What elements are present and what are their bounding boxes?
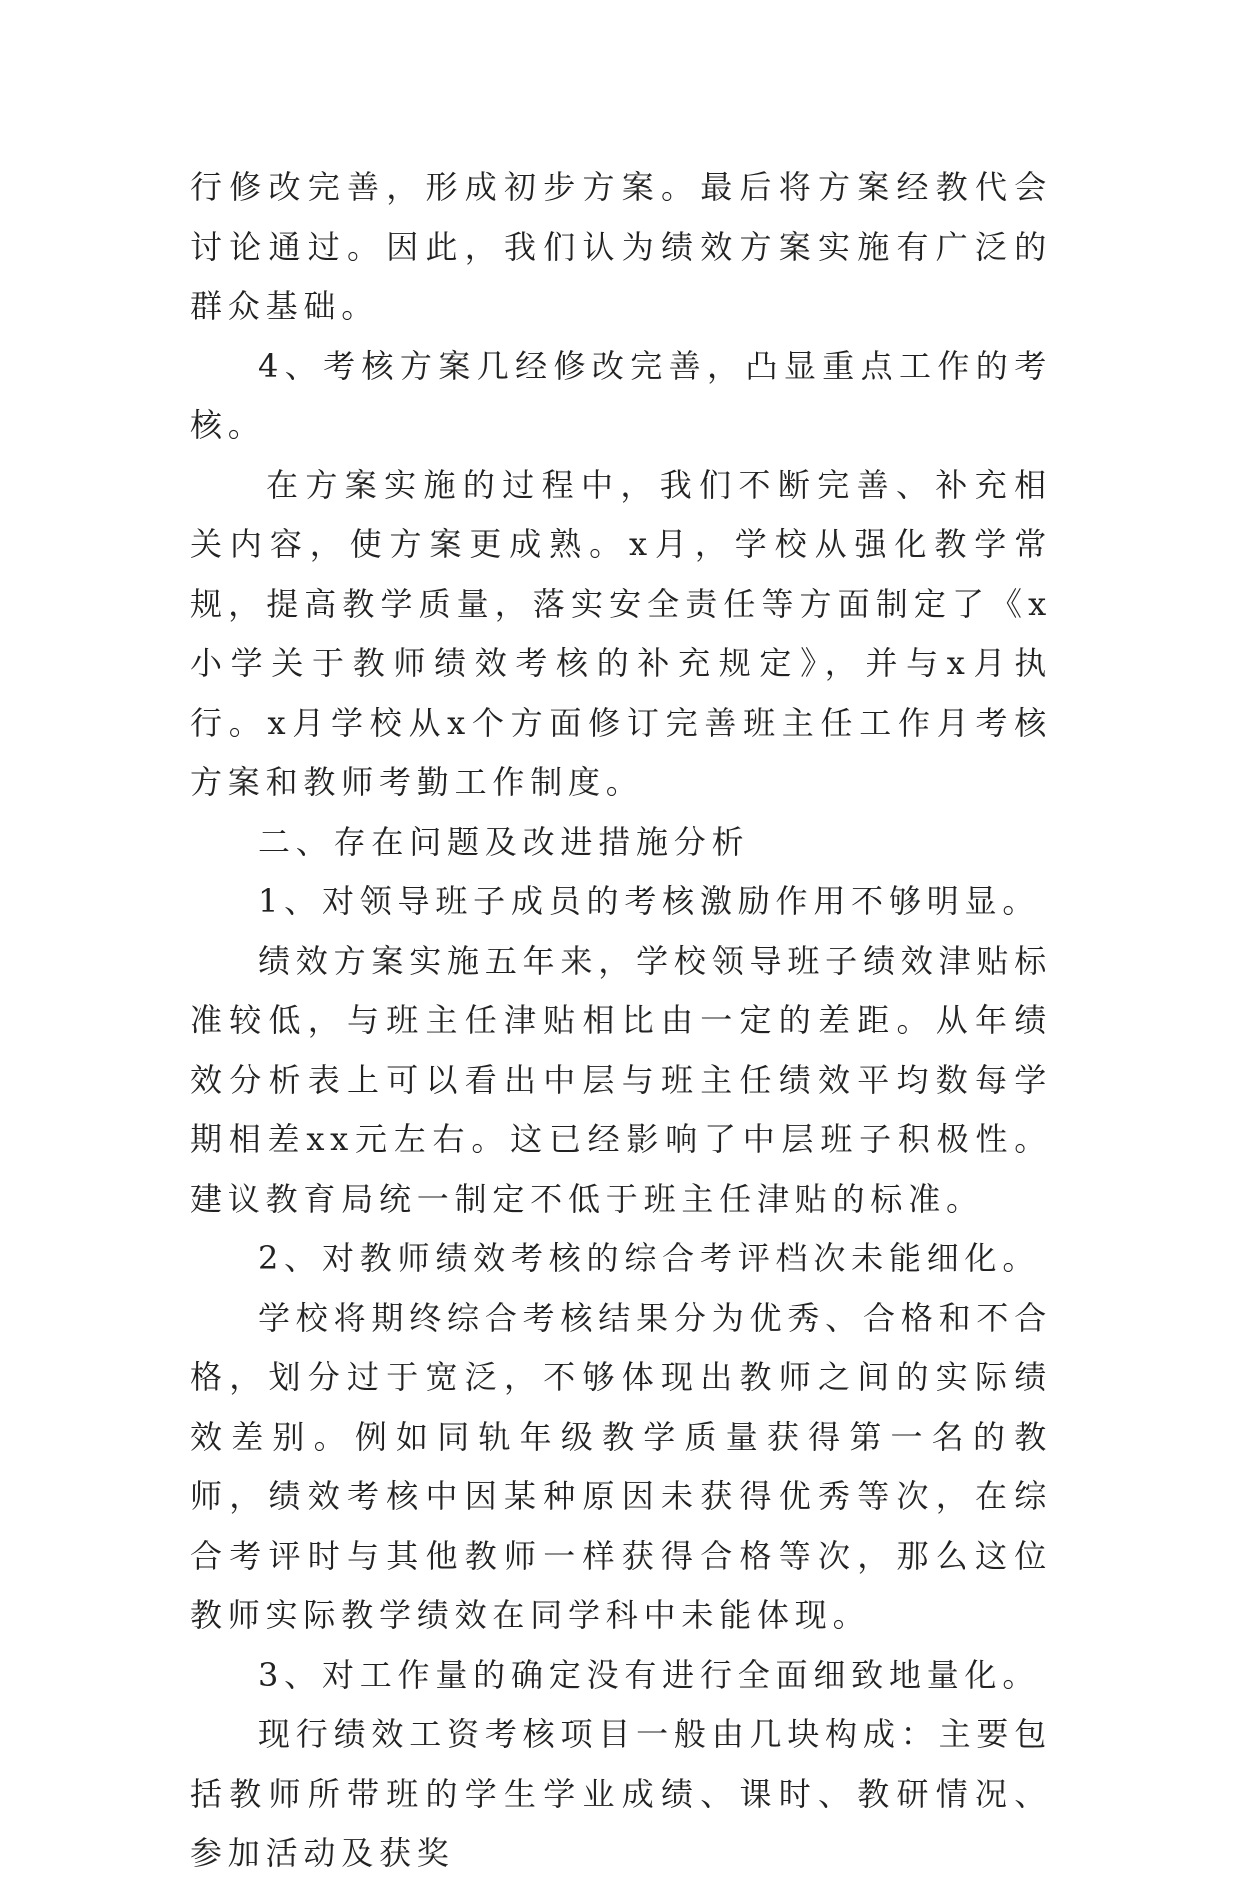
subheading-1: 1、对领导班子成员的考核激励作用不够明显。 (258, 882, 1041, 920)
subheading-2: 2、对教师绩效考核的综合考评档次未能细化。 (258, 1239, 1041, 1277)
subheading-4: 4、考核方案几经修改完善，凸显重点工作的考核。 (190, 346, 1052, 444)
document-body (190, 158, 1052, 1884)
paragraph-leadership: 绩效方案实施五年来，学校领导班子绩效津贴标准较低，与班主任津贴相比由一定的差距。从年绩效分析表上可以看出中层与班主任绩效平均数每学期相差xx元左右。这已经影响了中层班子积极性。建议教育局统一制定不低于班主任津贴的标准。 (190, 941, 1052, 1218)
paragraph-evaluation: 学校将期终综合考核结果分为优秀、合格和不合格，划分过于宽泛，不够体现出教师之间的实际绩效差别。例如同轨年级教学质量获得第一名的教师，绩效考核中因某种原因未获得优秀等次，在综合考评时与其他教师一样获得合格等次，那么这位教师实际教学绩效在同学科中未能体现。 (190, 1298, 1052, 1634)
subheading-3: 3、对工作量的确定没有进行全面细致地量化。 (258, 1655, 1041, 1694)
paragraph-continuation: 行修改完善，形成初步方案。最后将方案经教代会讨论通过。因此，我们认为绩效方案实施有广泛的群众基础。 (190, 168, 1052, 325)
paragraph-workload: 现行绩效工资考核项目一般由几块构成：主要包括教师所带班的学生学业成绩、课时、教研情况、参加活动及获奖 (190, 1715, 1052, 1872)
section-heading-2: 二、存在问题及改进措施分析 (258, 822, 750, 861)
paragraph-implementation: 在方案实施的过程中，我们不断完善、补充相关内容，使方案更成熟。x月，学校从强化教学常规，提高教学质量，落实安全责任等方面制定了《x小学关于教师绩效考核的补充规定》，并与x月执行。x月学校从x个方面修订完善班主任工作月考核方案和教师考勤工作制度。 (190, 465, 1052, 801)
